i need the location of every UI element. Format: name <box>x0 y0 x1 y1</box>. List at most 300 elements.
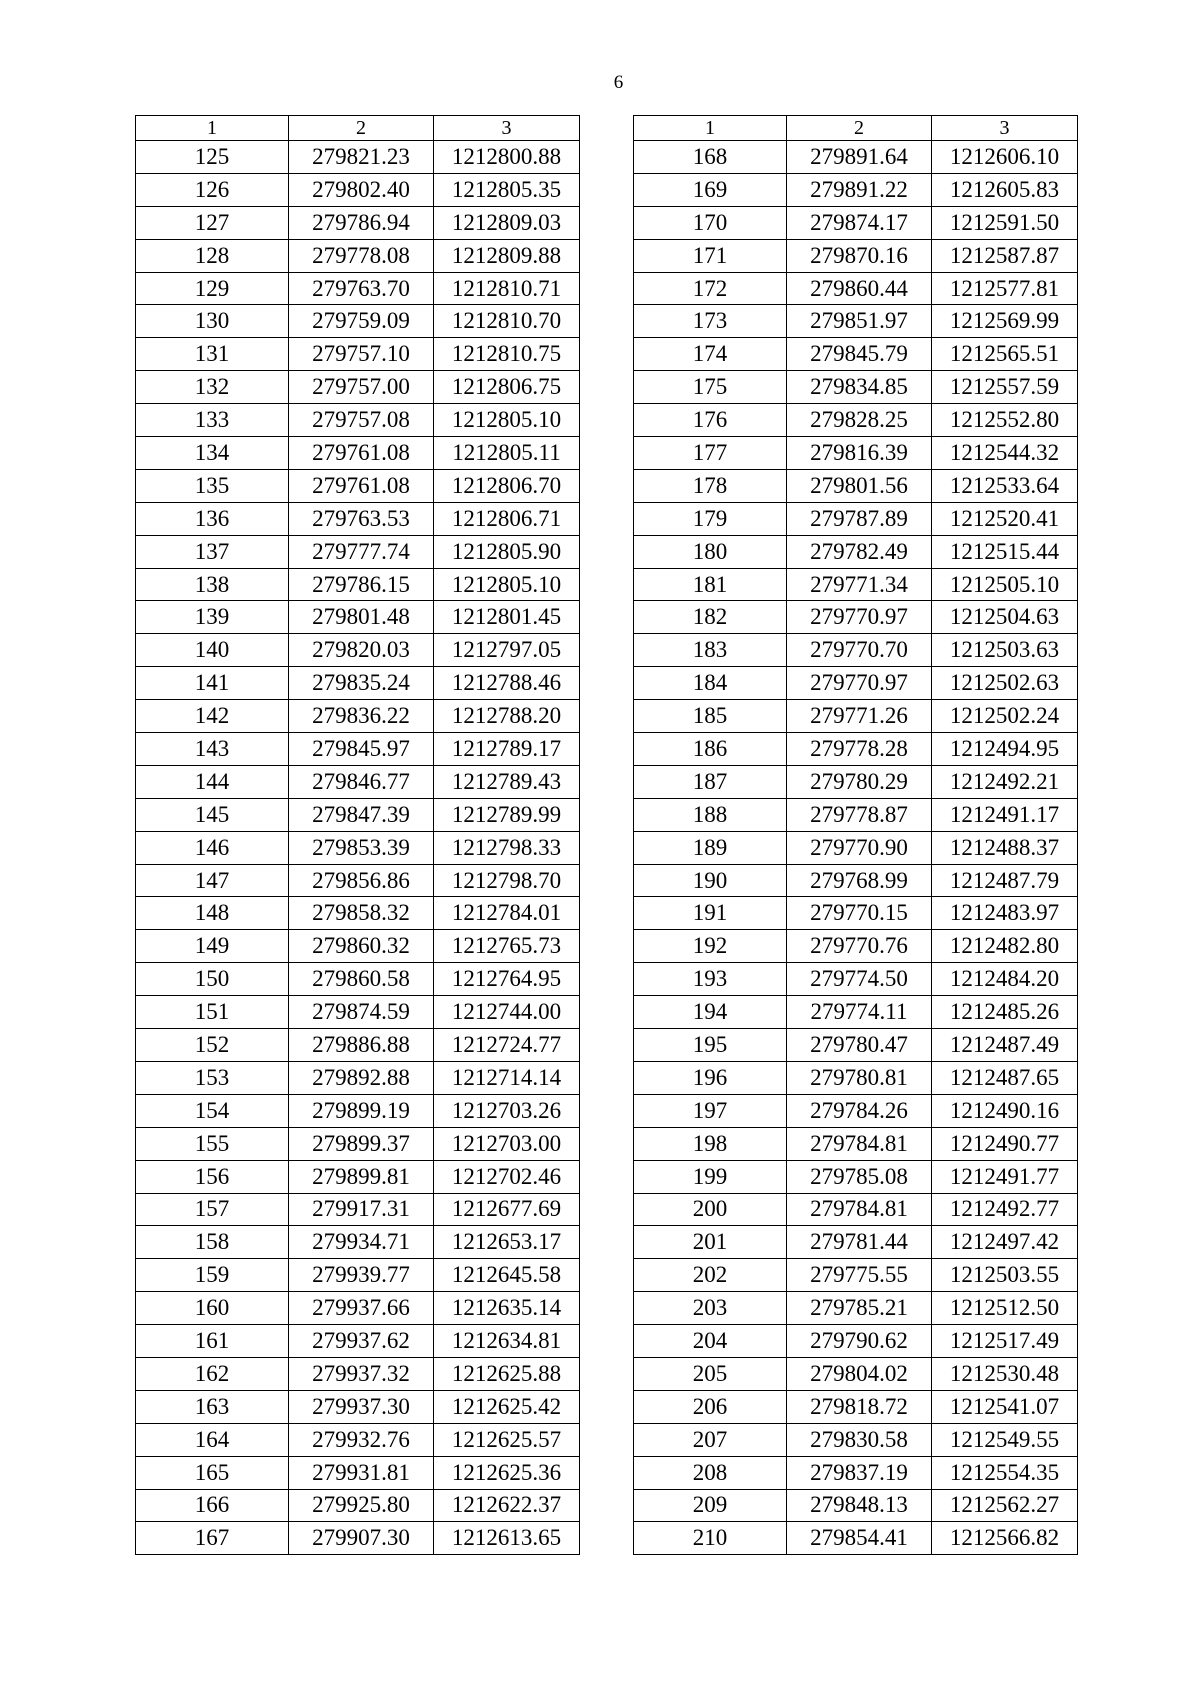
x-coordinate-cell: 279931.81 <box>289 1456 434 1489</box>
point-number-cell: 147 <box>136 864 289 897</box>
y-coordinate-cell: 1212487.49 <box>932 1029 1078 1062</box>
point-number-cell: 143 <box>136 733 289 766</box>
table-body-right <box>634 116 1078 1555</box>
x-coordinate-cell: 279770.76 <box>787 930 932 963</box>
y-coordinate-cell: 1212505.10 <box>932 568 1078 601</box>
y-coordinate-cell: 1212490.77 <box>932 1127 1078 1160</box>
x-coordinate-cell: 279778.08 <box>289 239 434 272</box>
table-row <box>136 996 580 1029</box>
table-row <box>136 1456 580 1489</box>
x-coordinate-cell: 279759.09 <box>289 305 434 338</box>
point-number-cell: 190 <box>634 864 787 897</box>
y-coordinate-cell: 1212591.50 <box>932 206 1078 239</box>
x-coordinate-cell: 279848.13 <box>787 1489 932 1522</box>
x-coordinate-cell: 279856.86 <box>289 864 434 897</box>
x-coordinate-cell: 279763.70 <box>289 272 434 305</box>
y-coordinate-cell: 1212577.81 <box>932 272 1078 305</box>
y-coordinate-cell: 1212625.42 <box>434 1390 580 1423</box>
x-coordinate-cell: 279790.62 <box>787 1325 932 1358</box>
x-coordinate-cell: 279785.08 <box>787 1160 932 1193</box>
x-coordinate-cell: 279834.85 <box>787 371 932 404</box>
y-coordinate-cell: 1212764.95 <box>434 963 580 996</box>
point-number-cell: 210 <box>634 1522 787 1555</box>
point-number-cell: 206 <box>634 1390 787 1423</box>
point-number-cell: 169 <box>634 173 787 206</box>
x-coordinate-cell: 279780.29 <box>787 765 932 798</box>
x-coordinate-cell: 279801.48 <box>289 601 434 634</box>
point-number-cell: 167 <box>136 1522 289 1555</box>
table-row <box>136 864 580 897</box>
table-row <box>136 897 580 930</box>
point-number-cell: 141 <box>136 667 289 700</box>
table-row <box>136 404 580 437</box>
table-row <box>136 733 580 766</box>
table-row <box>634 1094 1078 1127</box>
point-number-cell: 157 <box>136 1193 289 1226</box>
column-header-3: 3 <box>932 116 1078 141</box>
column-header-2: 2 <box>289 116 434 141</box>
x-coordinate-cell: 279770.90 <box>787 831 932 864</box>
y-coordinate-cell: 1212798.33 <box>434 831 580 864</box>
point-number-cell: 133 <box>136 404 289 437</box>
point-number-cell: 179 <box>634 502 787 535</box>
x-coordinate-cell: 279853.39 <box>289 831 434 864</box>
table-row <box>634 897 1078 930</box>
x-coordinate-cell: 279837.19 <box>787 1456 932 1489</box>
y-coordinate-cell: 1212520.41 <box>932 502 1078 535</box>
table-row <box>136 831 580 864</box>
y-coordinate-cell: 1212788.46 <box>434 667 580 700</box>
x-coordinate-cell: 279787.89 <box>787 502 932 535</box>
x-coordinate-cell: 279925.80 <box>289 1489 434 1522</box>
point-number-cell: 203 <box>634 1292 787 1325</box>
column-header-2: 2 <box>787 116 932 141</box>
y-coordinate-cell: 1212565.51 <box>932 338 1078 371</box>
point-number-cell: 139 <box>136 601 289 634</box>
point-number-cell: 163 <box>136 1390 289 1423</box>
x-coordinate-cell: 279899.19 <box>289 1094 434 1127</box>
table-row <box>634 765 1078 798</box>
point-number-cell: 150 <box>136 963 289 996</box>
point-number-cell: 207 <box>634 1423 787 1456</box>
point-number-cell: 125 <box>136 141 289 174</box>
x-coordinate-cell: 279784.26 <box>787 1094 932 1127</box>
y-coordinate-cell: 1212805.35 <box>434 173 580 206</box>
y-coordinate-cell: 1212653.17 <box>434 1226 580 1259</box>
y-coordinate-cell: 1212490.16 <box>932 1094 1078 1127</box>
x-coordinate-cell: 279939.77 <box>289 1259 434 1292</box>
point-number-cell: 189 <box>634 831 787 864</box>
y-coordinate-cell: 1212625.57 <box>434 1423 580 1456</box>
x-coordinate-cell: 279937.32 <box>289 1357 434 1390</box>
table-row <box>136 1325 580 1358</box>
table-row <box>136 272 580 305</box>
table-row <box>634 700 1078 733</box>
y-coordinate-cell: 1212625.88 <box>434 1357 580 1390</box>
table-row <box>136 700 580 733</box>
table-row <box>634 667 1078 700</box>
y-coordinate-cell: 1212557.59 <box>932 371 1078 404</box>
x-coordinate-cell: 279937.30 <box>289 1390 434 1423</box>
table-row <box>634 239 1078 272</box>
point-number-cell: 196 <box>634 1061 787 1094</box>
y-coordinate-cell: 1212765.73 <box>434 930 580 963</box>
table-row <box>634 798 1078 831</box>
point-number-cell: 146 <box>136 831 289 864</box>
point-number-cell: 198 <box>634 1127 787 1160</box>
y-coordinate-cell: 1212503.63 <box>932 634 1078 667</box>
table-row <box>634 371 1078 404</box>
y-coordinate-cell: 1212677.69 <box>434 1193 580 1226</box>
point-number-cell: 162 <box>136 1357 289 1390</box>
y-coordinate-cell: 1212552.80 <box>932 404 1078 437</box>
x-coordinate-cell: 279874.17 <box>787 206 932 239</box>
point-number-cell: 145 <box>136 798 289 831</box>
x-coordinate-cell: 279818.72 <box>787 1390 932 1423</box>
y-coordinate-cell: 1212530.48 <box>932 1357 1078 1390</box>
table-row <box>634 1390 1078 1423</box>
point-number-cell: 193 <box>634 963 787 996</box>
x-coordinate-cell: 279777.74 <box>289 535 434 568</box>
table-row <box>136 173 580 206</box>
column-header-1: 1 <box>136 116 289 141</box>
x-coordinate-cell: 279781.44 <box>787 1226 932 1259</box>
y-coordinate-cell: 1212485.26 <box>932 996 1078 1029</box>
y-coordinate-cell: 1212562.27 <box>932 1489 1078 1522</box>
point-number-cell: 186 <box>634 733 787 766</box>
point-number-cell: 188 <box>634 798 787 831</box>
point-number-cell: 130 <box>136 305 289 338</box>
point-number-cell: 187 <box>634 765 787 798</box>
point-number-cell: 144 <box>136 765 289 798</box>
table-row <box>634 1226 1078 1259</box>
table-row <box>634 1357 1078 1390</box>
point-number-cell: 208 <box>634 1456 787 1489</box>
x-coordinate-cell: 279774.50 <box>787 963 932 996</box>
point-number-cell: 152 <box>136 1029 289 1062</box>
y-coordinate-cell: 1212805.10 <box>434 568 580 601</box>
y-coordinate-cell: 1212566.82 <box>932 1522 1078 1555</box>
y-coordinate-cell: 1212789.99 <box>434 798 580 831</box>
y-coordinate-cell: 1212805.10 <box>434 404 580 437</box>
x-coordinate-cell: 279899.37 <box>289 1127 434 1160</box>
table-row <box>136 305 580 338</box>
table-row <box>136 1522 580 1555</box>
point-number-cell: 142 <box>136 700 289 733</box>
table-row <box>634 1061 1078 1094</box>
table-row <box>136 206 580 239</box>
table-row <box>136 1357 580 1390</box>
point-number-cell: 135 <box>136 469 289 502</box>
x-coordinate-cell: 279860.32 <box>289 930 434 963</box>
table-row <box>136 634 580 667</box>
y-coordinate-cell: 1212502.63 <box>932 667 1078 700</box>
x-coordinate-cell: 279858.32 <box>289 897 434 930</box>
table-row <box>136 1489 580 1522</box>
y-coordinate-cell: 1212810.71 <box>434 272 580 305</box>
point-number-cell: 129 <box>136 272 289 305</box>
y-coordinate-cell: 1212544.32 <box>932 437 1078 470</box>
y-coordinate-cell: 1212797.05 <box>434 634 580 667</box>
y-coordinate-cell: 1212806.75 <box>434 371 580 404</box>
x-coordinate-cell: 279830.58 <box>787 1423 932 1456</box>
y-coordinate-cell: 1212622.37 <box>434 1489 580 1522</box>
point-number-cell: 194 <box>634 996 787 1029</box>
x-coordinate-cell: 279763.53 <box>289 502 434 535</box>
x-coordinate-cell: 279778.28 <box>787 733 932 766</box>
point-number-cell: 195 <box>634 1029 787 1062</box>
point-number-cell: 132 <box>136 371 289 404</box>
table-row <box>634 1160 1078 1193</box>
x-coordinate-cell: 279821.23 <box>289 141 434 174</box>
table-row <box>136 930 580 963</box>
x-coordinate-cell: 279937.66 <box>289 1292 434 1325</box>
point-number-cell: 199 <box>634 1160 787 1193</box>
x-coordinate-cell: 279886.88 <box>289 1029 434 1062</box>
point-number-cell: 168 <box>634 141 787 174</box>
table-row <box>136 1226 580 1259</box>
table-row <box>136 1127 580 1160</box>
x-coordinate-cell: 279770.97 <box>787 601 932 634</box>
table-row <box>634 1029 1078 1062</box>
y-coordinate-cell: 1212554.35 <box>932 1456 1078 1489</box>
table-row <box>634 601 1078 634</box>
x-coordinate-cell: 279907.30 <box>289 1522 434 1555</box>
point-number-cell: 176 <box>634 404 787 437</box>
x-coordinate-cell: 279891.64 <box>787 141 932 174</box>
point-number-cell: 148 <box>136 897 289 930</box>
x-coordinate-cell: 279874.59 <box>289 996 434 1029</box>
x-coordinate-cell: 279757.00 <box>289 371 434 404</box>
x-coordinate-cell: 279771.34 <box>787 568 932 601</box>
y-coordinate-cell: 1212492.77 <box>932 1193 1078 1226</box>
x-coordinate-cell: 279845.79 <box>787 338 932 371</box>
point-number-cell: 192 <box>634 930 787 963</box>
table-row <box>136 765 580 798</box>
table-row <box>634 568 1078 601</box>
x-coordinate-cell: 279761.08 <box>289 437 434 470</box>
x-coordinate-cell: 279778.87 <box>787 798 932 831</box>
point-number-cell: 138 <box>136 568 289 601</box>
x-coordinate-cell: 279804.02 <box>787 1357 932 1390</box>
point-number-cell: 137 <box>136 535 289 568</box>
y-coordinate-cell: 1212491.77 <box>932 1160 1078 1193</box>
y-coordinate-cell: 1212806.70 <box>434 469 580 502</box>
table-row <box>634 930 1078 963</box>
y-coordinate-cell: 1212517.49 <box>932 1325 1078 1358</box>
x-coordinate-cell: 279860.58 <box>289 963 434 996</box>
y-coordinate-cell: 1212810.70 <box>434 305 580 338</box>
y-coordinate-cell: 1212482.80 <box>932 930 1078 963</box>
y-coordinate-cell: 1212805.90 <box>434 535 580 568</box>
point-number-cell: 153 <box>136 1061 289 1094</box>
point-number-cell: 204 <box>634 1325 787 1358</box>
table-row <box>634 996 1078 1029</box>
table-row <box>136 535 580 568</box>
y-coordinate-cell: 1212789.17 <box>434 733 580 766</box>
x-coordinate-cell: 279847.39 <box>289 798 434 831</box>
x-coordinate-cell: 279870.16 <box>787 239 932 272</box>
table-row <box>634 831 1078 864</box>
x-coordinate-cell: 279775.55 <box>787 1259 932 1292</box>
point-number-cell: 205 <box>634 1357 787 1390</box>
y-coordinate-cell: 1212805.11 <box>434 437 580 470</box>
x-coordinate-cell: 279784.81 <box>787 1193 932 1226</box>
x-coordinate-cell: 279846.77 <box>289 765 434 798</box>
point-number-cell: 183 <box>634 634 787 667</box>
x-coordinate-cell: 279845.97 <box>289 733 434 766</box>
y-coordinate-cell: 1212533.64 <box>932 469 1078 502</box>
page-number: 6 <box>613 72 624 93</box>
x-coordinate-cell: 279835.24 <box>289 667 434 700</box>
table-row <box>634 1127 1078 1160</box>
point-number-cell: 158 <box>136 1226 289 1259</box>
table-row <box>634 535 1078 568</box>
point-number-cell: 180 <box>634 535 787 568</box>
point-number-cell: 151 <box>136 996 289 1029</box>
table-row <box>634 502 1078 535</box>
x-coordinate-cell: 279851.97 <box>787 305 932 338</box>
y-coordinate-cell: 1212798.70 <box>434 864 580 897</box>
table-row <box>634 305 1078 338</box>
point-number-cell: 184 <box>634 667 787 700</box>
y-coordinate-cell: 1212504.63 <box>932 601 1078 634</box>
x-coordinate-cell: 279816.39 <box>787 437 932 470</box>
point-number-cell: 185 <box>634 700 787 733</box>
table-row <box>136 568 580 601</box>
y-coordinate-cell: 1212502.24 <box>932 700 1078 733</box>
table-row <box>136 1160 580 1193</box>
point-number-cell: 200 <box>634 1193 787 1226</box>
y-coordinate-cell: 1212744.00 <box>434 996 580 1029</box>
point-number-cell: 174 <box>634 338 787 371</box>
y-coordinate-cell: 1212541.07 <box>932 1390 1078 1423</box>
y-coordinate-cell: 1212487.79 <box>932 864 1078 897</box>
table-row <box>634 1489 1078 1522</box>
x-coordinate-cell: 279828.25 <box>787 404 932 437</box>
point-number-cell: 154 <box>136 1094 289 1127</box>
point-number-cell: 201 <box>634 1226 787 1259</box>
y-coordinate-cell: 1212810.75 <box>434 338 580 371</box>
point-number-cell: 177 <box>634 437 787 470</box>
table-row <box>634 1193 1078 1226</box>
x-coordinate-cell: 279917.31 <box>289 1193 434 1226</box>
point-number-cell: 134 <box>136 437 289 470</box>
point-number-cell: 197 <box>634 1094 787 1127</box>
table-row <box>136 798 580 831</box>
table-row <box>136 963 580 996</box>
table-row <box>136 1061 580 1094</box>
x-coordinate-cell: 279770.70 <box>787 634 932 667</box>
y-coordinate-cell: 1212703.00 <box>434 1127 580 1160</box>
point-number-cell: 182 <box>634 601 787 634</box>
table-row <box>136 1094 580 1127</box>
table-row <box>136 437 580 470</box>
y-coordinate-cell: 1212809.03 <box>434 206 580 239</box>
point-number-cell: 156 <box>136 1160 289 1193</box>
x-coordinate-cell: 279860.44 <box>787 272 932 305</box>
table-row <box>136 1029 580 1062</box>
table-row <box>634 1292 1078 1325</box>
coordinates-table-left <box>135 115 580 1555</box>
point-number-cell: 155 <box>136 1127 289 1160</box>
point-number-cell: 165 <box>136 1456 289 1489</box>
table-row <box>634 141 1078 174</box>
y-coordinate-cell: 1212702.46 <box>434 1160 580 1193</box>
x-coordinate-cell: 279768.99 <box>787 864 932 897</box>
point-number-cell: 164 <box>136 1423 289 1456</box>
table-row <box>136 469 580 502</box>
point-number-cell: 160 <box>136 1292 289 1325</box>
y-coordinate-cell: 1212488.37 <box>932 831 1078 864</box>
y-coordinate-cell: 1212487.65 <box>932 1061 1078 1094</box>
column-header-1: 1 <box>634 116 787 141</box>
x-coordinate-cell: 279786.94 <box>289 206 434 239</box>
y-coordinate-cell: 1212549.55 <box>932 1423 1078 1456</box>
table-row <box>634 963 1078 996</box>
point-number-cell: 128 <box>136 239 289 272</box>
x-coordinate-cell: 279757.08 <box>289 404 434 437</box>
column-header-3: 3 <box>434 116 580 141</box>
y-coordinate-cell: 1212613.65 <box>434 1522 580 1555</box>
x-coordinate-cell: 279891.22 <box>787 173 932 206</box>
point-number-cell: 171 <box>634 239 787 272</box>
point-number-cell: 149 <box>136 930 289 963</box>
y-coordinate-cell: 1212483.97 <box>932 897 1078 930</box>
point-number-cell: 209 <box>634 1489 787 1522</box>
x-coordinate-cell: 279802.40 <box>289 173 434 206</box>
x-coordinate-cell: 279899.81 <box>289 1160 434 1193</box>
point-number-cell: 140 <box>136 634 289 667</box>
point-number-cell: 173 <box>634 305 787 338</box>
x-coordinate-cell: 279780.47 <box>787 1029 932 1062</box>
table-row <box>136 667 580 700</box>
y-coordinate-cell: 1212784.01 <box>434 897 580 930</box>
y-coordinate-cell: 1212491.17 <box>932 798 1078 831</box>
y-coordinate-cell: 1212806.71 <box>434 502 580 535</box>
x-coordinate-cell: 279757.10 <box>289 338 434 371</box>
y-coordinate-cell: 1212503.55 <box>932 1259 1078 1292</box>
x-coordinate-cell: 279780.81 <box>787 1061 932 1094</box>
y-coordinate-cell: 1212492.21 <box>932 765 1078 798</box>
y-coordinate-cell: 1212714.14 <box>434 1061 580 1094</box>
x-coordinate-cell: 279820.03 <box>289 634 434 667</box>
table-row <box>634 469 1078 502</box>
y-coordinate-cell: 1212801.45 <box>434 601 580 634</box>
coordinates-table-right <box>633 115 1078 1555</box>
x-coordinate-cell: 279836.22 <box>289 700 434 733</box>
point-number-cell: 178 <box>634 469 787 502</box>
x-coordinate-cell: 279771.26 <box>787 700 932 733</box>
table-row <box>634 1423 1078 1456</box>
header-row <box>136 116 580 141</box>
y-coordinate-cell: 1212587.87 <box>932 239 1078 272</box>
point-number-cell: 191 <box>634 897 787 930</box>
point-number-cell: 181 <box>634 568 787 601</box>
x-coordinate-cell: 279770.15 <box>787 897 932 930</box>
x-coordinate-cell: 279932.76 <box>289 1423 434 1456</box>
x-coordinate-cell: 279784.81 <box>787 1127 932 1160</box>
table-row <box>634 864 1078 897</box>
y-coordinate-cell: 1212484.20 <box>932 963 1078 996</box>
x-coordinate-cell: 279937.62 <box>289 1325 434 1358</box>
point-number-cell: 202 <box>634 1259 787 1292</box>
y-coordinate-cell: 1212512.50 <box>932 1292 1078 1325</box>
table-row <box>136 1193 580 1226</box>
x-coordinate-cell: 279786.15 <box>289 568 434 601</box>
table-row <box>136 1292 580 1325</box>
table-body-left <box>136 116 580 1555</box>
